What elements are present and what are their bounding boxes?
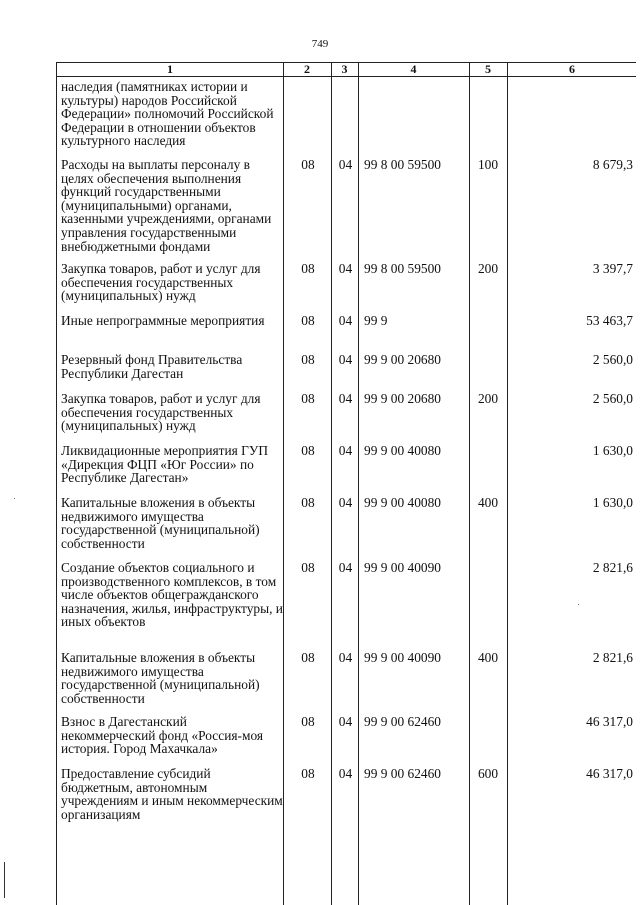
header-col-5: 5: [485, 62, 491, 76]
page-number: 749: [311, 38, 329, 50]
row-section: 08: [301, 352, 315, 367]
row-amount: 2 821,6: [592, 560, 633, 575]
row-section: 08: [301, 157, 315, 172]
row-target-code: 99 8 00 59500: [364, 157, 441, 172]
budget-table: [56, 62, 636, 905]
row-amount: 1 630,0: [592, 495, 633, 510]
row-section: 08: [301, 495, 315, 510]
row-expense-type: 400: [477, 650, 499, 665]
row-name: Иные непрограммные мероприятия: [61, 313, 265, 328]
row-target-code: 99 9 00 62460: [364, 766, 441, 781]
row-amount: 3 397,7: [592, 261, 633, 276]
row-subsection: 04: [338, 650, 353, 665]
row-name: Закупка товаров, работ и услуг для обеспечения государственных (муниципальных) нужд: [61, 391, 261, 434]
header-col-3: 3: [341, 62, 348, 76]
scan-margin-mark: [4, 862, 5, 898]
row-expense-type: 200: [477, 391, 499, 406]
row-target-code: 99 9 00 20680: [364, 391, 441, 406]
row-subsection: 04: [338, 352, 353, 367]
row-subsection: 04: [338, 495, 353, 510]
row-section: 08: [301, 313, 315, 328]
header-col-4: 4: [410, 62, 417, 76]
row-target-code: 99 9 00 40090: [364, 650, 441, 665]
row-subsection: 04: [338, 261, 353, 276]
header-col-6: 6: [569, 62, 575, 76]
row-amount: 8 679,3: [592, 157, 633, 172]
row-subsection: 04: [338, 560, 353, 575]
row-name: Резервный фонд Правительства Республики Дагестан: [61, 352, 243, 381]
row-subsection: 04: [338, 391, 353, 406]
row-expense-type: 100: [477, 157, 499, 172]
row-target-code: 99 9 00 62460: [364, 714, 441, 729]
column-divider: [283, 63, 284, 905]
scan-speck: [578, 604, 579, 605]
row-subsection: 04: [338, 313, 353, 328]
row-name: наследия (памятниках истории и культуры) народов Российской Федерации» полномочий Российской Федерации в отношении объектов культурного наследия: [61, 79, 274, 149]
header-col-1: 1: [167, 62, 173, 76]
row-section: 08: [301, 560, 315, 575]
row-subsection: 04: [338, 157, 353, 172]
row-name: Предоставление субсидий бюджетным, автономным учреждениям и иным некоммерческим организациям: [61, 766, 283, 822]
row-target-code: 99 9 00 40090: [364, 560, 441, 575]
row-subsection: 04: [338, 443, 353, 458]
row-target-code: 99 9 00 40080: [364, 443, 441, 458]
row-section: 08: [301, 650, 315, 665]
row-expense-type: 200: [477, 261, 499, 276]
table-header: [57, 63, 636, 77]
row-expense-type: 600: [477, 766, 499, 781]
header-col-2: 2: [304, 62, 310, 76]
row-section: 08: [301, 261, 315, 276]
row-name: Ликвидационные мероприятия ГУП «Дирекция ФЦП «Юг России» по Республике Дагестан»: [61, 443, 269, 486]
row-name: Капитальные вложения в объекты недвижимого имущества государственной (муниципальной) собственности: [61, 495, 260, 551]
row-amount: 2 560,0: [592, 391, 633, 406]
row-name: Капитальные вложения в объекты недвижимого имущества государственной (муниципальной) собственности: [61, 650, 260, 706]
row-name: Расходы на выплаты персоналу в целях обеспечения выполнения функций государственными (муниципальными) органами, казенными учреждениями, органами управления государственными внебюджетными фондами: [61, 157, 272, 254]
scan-speck: [14, 498, 15, 499]
row-subsection: 04: [338, 766, 353, 781]
column-divider: [358, 63, 359, 905]
row-expense-type: 400: [477, 495, 499, 510]
row-target-code: 99 9: [364, 313, 388, 328]
column-divider: [331, 63, 332, 905]
row-subsection: 04: [338, 714, 353, 729]
row-target-code: 99 9 00 20680: [364, 352, 441, 367]
row-section: 08: [301, 391, 315, 406]
row-section: 08: [301, 443, 315, 458]
row-section: 08: [301, 714, 315, 729]
row-amount: 2 560,0: [592, 352, 633, 367]
row-name: Закупка товаров, работ и услуг для обеспечения государственных (муниципальных) нужд: [61, 261, 261, 304]
row-amount: 1 630,0: [592, 443, 633, 458]
row-target-code: 99 9 00 40080: [364, 495, 441, 510]
row-name: Взнос в Дагестанский некоммерческий фонд «Россия-моя история. Город Махачкала»: [61, 714, 264, 757]
row-amount: 53 463,7: [586, 313, 633, 328]
row-name: Создание объектов социального и производственного комплексов, в том числе объектов общегражданского назначения, жилья, инфраструктуры, и иных объектов: [61, 560, 283, 630]
row-section: 08: [301, 766, 315, 781]
row-target-code: 99 8 00 59500: [364, 261, 441, 276]
row-amount: 2 821,6: [592, 650, 633, 665]
row-amount: 46 317,0: [586, 714, 633, 729]
row-amount: 46 317,0: [586, 766, 633, 781]
